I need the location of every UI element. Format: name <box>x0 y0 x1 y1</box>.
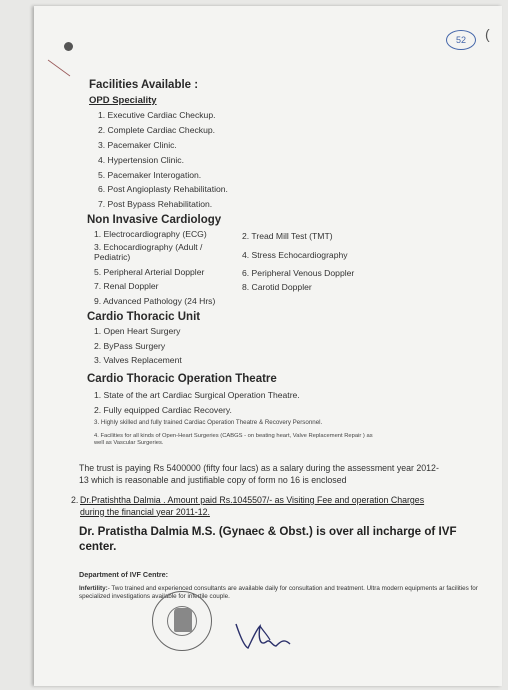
ctot-item-small: 4. Facilities for all kinds of Open-Heart Surgeries (CABGS - on beating heart, Valve Replacement Repair ) as well as Vascular Surgeries. <box>94 433 373 446</box>
salary-paragraph: The trust is paying Rs 5400000 (fifty four lacs) as a salary during the assessment year 2012-13 which is reasonable and justifiable copy of form no 16 is enclosed <box>79 463 439 485</box>
ctot-item-small: 3. Highly skilled and fully trained Cardiac Operation Theatre & Recovery Personnel. <box>94 419 323 426</box>
opd-item: 6. Post Angioplasty Rehabilitation. <box>98 184 228 194</box>
opd-heading: OPD Speciality <box>89 95 157 106</box>
nic-left-item: 7. Renal Doppler <box>94 281 159 291</box>
ivf-incharge-statement: Dr. Pratistha Dalmia M.S. (Gynaec & Obst.) is over all incharge of IVF center. <box>79 525 457 553</box>
signature-icon <box>230 616 300 656</box>
ctot-item: 2. Fully equipped Cardiac Recovery. <box>94 405 232 415</box>
ctu-item: 1. Open Heart Surgery <box>94 326 181 336</box>
nic-left-item: 3. Echocardiography (Adult / <box>94 242 203 252</box>
document-page <box>34 6 502 686</box>
non-invasive-cardiology-title: Non Invasive Cardiology <box>87 214 222 226</box>
infertility-text: - Two trained and experienced consultants are available daily for consultation and treatment. Ultra modern equipments ar facilities for specialized investigations available for infertile couple. <box>79 585 478 600</box>
opd-item: 2. Complete Cardiac Checkup. <box>98 125 216 135</box>
ctu-item: 3. Valves Replacement <box>94 355 182 365</box>
cardio-thoracic-unit-title: Cardio Thoracic Unit <box>87 311 201 323</box>
nic-left-item: 1. Electrocardiography (ECG) <box>94 229 207 239</box>
infertility-paragraph <box>79 585 489 601</box>
nic-left-item: Pediatric) <box>94 252 131 262</box>
punch-hole <box>64 42 73 51</box>
visiting-fee-statement: Dr.Pratishtha Dalmia . Amount paid Rs.1045507/- as Visiting Fee and operation Charges during the financial year 2011-12. <box>80 495 425 517</box>
nic-right-item: 6. Peripheral Venous Doppler <box>242 268 355 278</box>
nic-right-item: 2. Tread Mill Test (TMT) <box>242 231 333 241</box>
page-number: 52 <box>446 30 476 50</box>
opd-item: 5. Pacemaker Interogation. <box>98 170 202 180</box>
ctot-item: 1. State of the art Cardiac Surgical Operation Theatre. <box>94 390 300 400</box>
opd-item: 7. Post Bypass Rehabilitation. <box>98 199 213 209</box>
item2-number: 2. <box>71 495 79 505</box>
nic-left-item: 5. Peripheral Arterial Doppler <box>94 267 205 277</box>
edge-mark: ( <box>485 26 490 42</box>
opd-item: 4. Hypertension Clinic. <box>98 155 184 165</box>
nic-right-item: 8. Carotid Doppler <box>242 282 312 292</box>
ctu-item: 2. ByPass Surgery <box>94 341 166 351</box>
pen-mark <box>44 56 74 86</box>
official-seal <box>152 591 212 651</box>
facilities-title: Facilities Available : <box>89 79 199 91</box>
infertility-label: Infertility: <box>79 585 108 592</box>
ivf-department-heading: Department of IVF Centre: <box>79 570 169 579</box>
ct-operation-theatre-title: Cardio Thoracic Operation Theatre <box>87 373 277 385</box>
opd-item: 3. Pacemaker Clinic. <box>98 140 177 150</box>
nic-right-item: 4. Stress Echocardiography <box>242 250 348 260</box>
emblem-icon <box>174 608 192 632</box>
opd-item: 1. Executive Cardiac Checkup. <box>98 110 216 120</box>
nic-left-item: 9. Advanced Pathology (24 Hrs) <box>94 296 216 306</box>
